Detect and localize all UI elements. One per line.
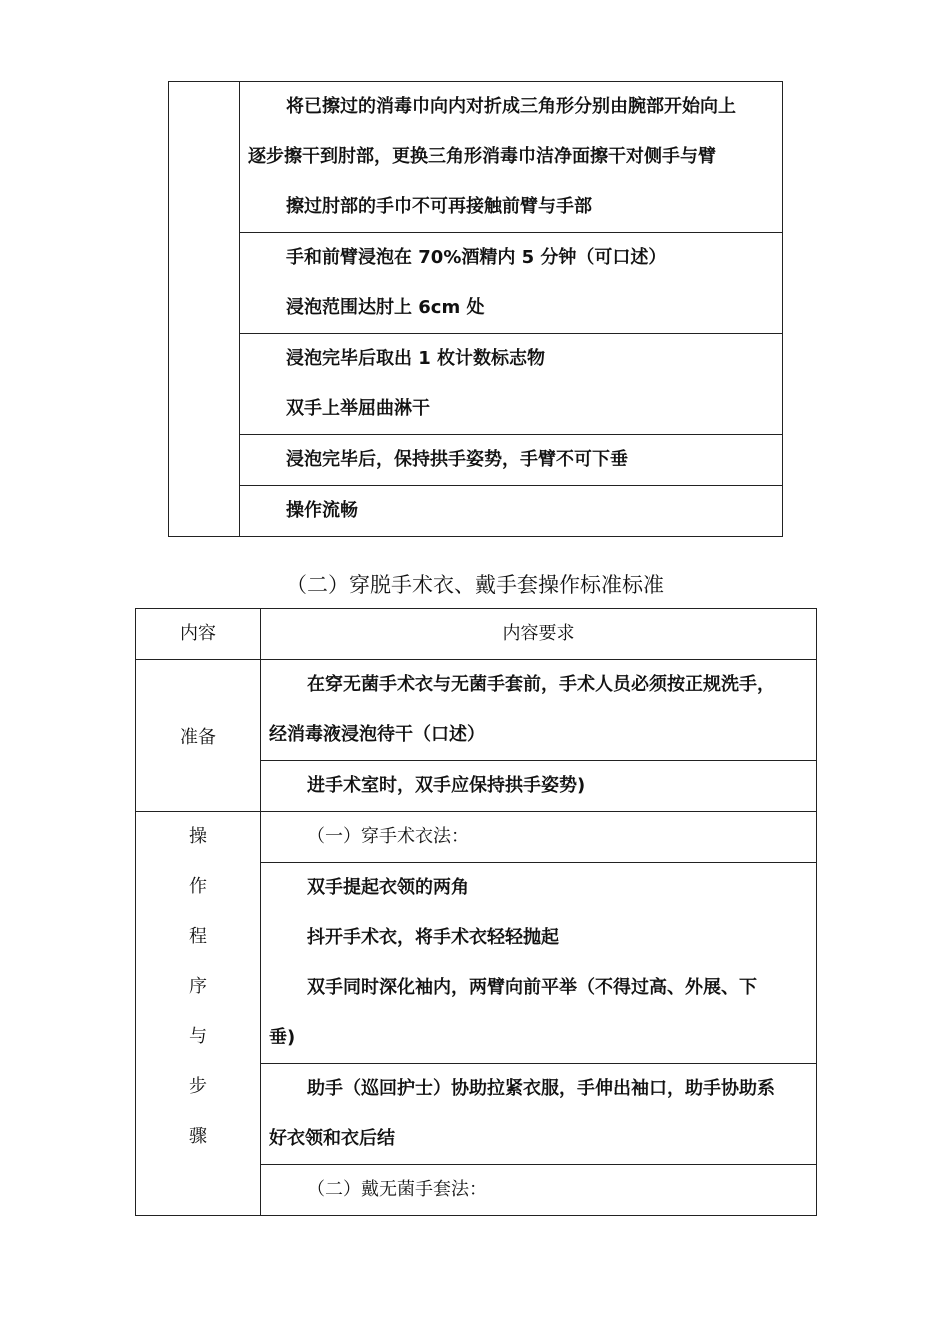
procedure-label <box>136 812 261 1216</box>
table-row <box>261 660 817 761</box>
content-line: 经消毒液浸泡待干（口述） <box>269 724 485 745</box>
table-row <box>240 435 783 486</box>
gown-heading-row <box>261 812 817 863</box>
section-title: （二）穿脱手术衣、戴手套操作标准标准 <box>286 573 664 597</box>
content-line: 将已擦过的消毒巾向内对折成三角形分别由腕部开始向上 <box>286 96 736 117</box>
table-row <box>240 486 783 537</box>
content-line: 浸泡完毕后，保持拱手姿势，手臂不可下垂 <box>286 449 628 470</box>
content-line: 抖开手术衣，将手术衣轻轻抛起 <box>307 927 559 948</box>
table-row <box>261 1064 817 1165</box>
content-line: 进手术室时，双手应保持拱手姿势) <box>307 775 586 796</box>
gown-glove-standard-table <box>135 608 817 1216</box>
content-line: 浸泡范围达肘上 6cm 处 <box>286 297 485 318</box>
table-row <box>240 82 783 233</box>
procedure-label-char: 步 <box>189 1076 207 1097</box>
table-header-row <box>136 609 817 660</box>
glove-heading-row <box>261 1165 817 1216</box>
gown-heading: （一）穿手术衣法： <box>307 826 469 847</box>
procedure-label-char: 程 <box>189 926 207 947</box>
content-line: 浸泡完毕后取出 1 枚计数标志物 <box>286 348 546 369</box>
content-line: 在穿无菌手术衣与无菌手套前，手术人员必须按正规洗手， <box>307 674 775 695</box>
table-row <box>240 233 783 334</box>
prep-label: 准备 <box>136 660 261 812</box>
content-line: 逐步擦干到肘部，更换三角形消毒巾洁净面擦干对侧手与臂 <box>248 146 716 167</box>
content-line: 手和前臂浸泡在 70%酒精内 5 分钟（可口述） <box>286 247 667 268</box>
procedure-label-char: 序 <box>189 976 207 997</box>
content-line: 擦过肘部的手巾不可再接触前臂与手部 <box>286 196 592 217</box>
procedure-label-char: 作 <box>189 876 207 897</box>
glove-heading: （二）戴无菌手套法： <box>307 1179 487 1200</box>
procedure-label-char: 操 <box>189 826 207 847</box>
hand-disinfection-table <box>168 81 783 537</box>
content-line: 双手同时深化袖内，两臂向前平举（不得过高、外展、下 <box>307 977 757 998</box>
table-row <box>240 334 783 435</box>
content-line: 双手上举屈曲淋干 <box>286 398 430 419</box>
table-row <box>261 863 817 1064</box>
content-line: 操作流畅 <box>286 500 358 521</box>
table-row <box>261 761 817 812</box>
content-line: 好衣领和衣后结 <box>269 1128 395 1149</box>
header-requirements: 内容要求 <box>261 609 817 660</box>
content-line: 双手提起衣领的两角 <box>307 877 469 898</box>
content-line: 助手（巡回护士）协助拉紧衣服，手伸出袖口，助手协助系 <box>307 1078 775 1099</box>
procedure-label-char: 与 <box>189 1026 207 1047</box>
continuation-label-cell <box>169 82 240 537</box>
procedure-label-char: 骤 <box>189 1126 207 1147</box>
content-line: 垂) <box>269 1027 296 1048</box>
header-content: 内容 <box>136 609 261 660</box>
